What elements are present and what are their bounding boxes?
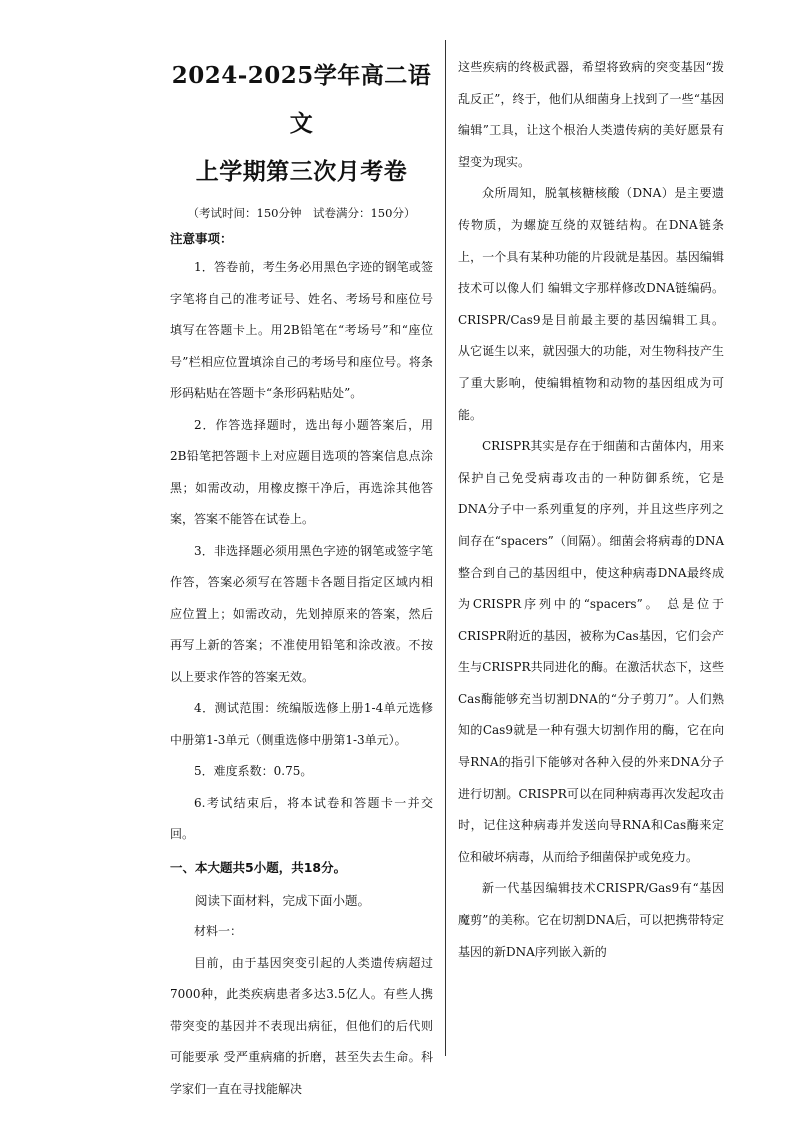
- exam-title-line2: 上学期第三次月考卷: [195, 158, 408, 185]
- passage-paragraph-cas9: 新一代基因编辑技术CRISPR/Gas9有“基因魔剪”的美称。它在切割DNA后，可以把携带特定基因的新DNA序列嵌入新的: [458, 881, 724, 959]
- note-item-1: 1．答卷前，考生务必用黑色字迹的钢笔或签字笔将自己的准考证号、姓名、考场号和座位号填写在答题卡上。用2B铅笔在“考场号”和“座位号”栏相应位置填涂自己的考场号和座位号。将条形码粘贴在答题卡“条形码粘贴处”。: [170, 260, 433, 400]
- note-item-3: 3．非选择题必须用黑色字迹的钢笔或签字笔作答，答案必须写在答题卡各题目指定区域内相应位置上；如需改动，先划掉原来的答案，然后再写上新的答案；不准使用铅笔和涂改液。不按以上要求作答的答案无效。: [170, 543, 433, 684]
- section-instruction: 阅读下面材料，完成下面小题。: [195, 892, 371, 908]
- exam-meta: （考试时间：150分钟 试卷满分：150分）: [187, 206, 416, 220]
- passage-paragraph-dna: 众所周知，脱氧核糖核酸（DNA）是主要遗传物质，为螺旋互绕的双链结构。在DNA链条上，一个具有某种功能的片段就是基因。基因编辑技术可以像人们 编辑文字那样修改DNA链编码。CRISPR/Cas9是目前最主要的基因编辑工具。 从它诞生以来，就因强大的功能，对生物科技产生了重大影响，使编辑植物和动物的基因组成为可能。: [458, 186, 724, 422]
- note-item-4: 4．测试范围：统编版选修上册1-4单元选修中册第1-3单元（侧重选修中册第1-3单元）。: [170, 701, 433, 747]
- passage-paragraph-continued: 这些疾病的终极武器，希望将致病的突变基因“拨乱反正”，终于，他们从细菌身上找到了一些“基因编辑”工具，让这个根治人类遗传病的美好愿景有望变为现实。: [458, 60, 724, 169]
- column-divider: [445, 40, 446, 1056]
- note-item-6: 6.考试结束后，将本试卷和答题卡一并交回。: [170, 795, 433, 841]
- left-column: [170, 52, 433, 1105]
- passage-paragraph-crispr: CRISPR其实是存在于细菌和古菌体内，用来保护自己免受病毒攻击的一种防御系统，它是DNA分子中一系列重复的序列，并且这些序列之间存在“spacers”（间隔）。细菌会将病毒的DNA整合到自己的基因组中，使这种病毒DNA最终成为CRISPR序列中的“spacers”。 总是位于CRISPR附近的基因，被称为Cas基因，它们会产生与CRISPR共同进化的酶。在激活状态下，这些Cas酶能够充当切割DNA的“分子剪刀”。人们熟知的Cas9就是一种有强大切割作用的酶，它在向导RNA的指引下能够对各种入侵的外来DNA分子进行切割。CRISPR可以在同种病毒再次发起攻击时，记住这种病毒并发送向导RNA和Cas酶来定位和破坏病毒，从而给予细菌保护或免疫力。: [458, 439, 724, 864]
- passage-paragraph-left: 目前，由于基因突变引起的人类遗传病超过7000种，此类疾病患者多达3.5亿人。有些人携带突变的基因并不表现出病征，但他们的后代则可能要承 受严重病痛的折磨，甚至失去生命。科学家们一直在寻找能解决: [170, 955, 433, 1096]
- exam-title-line1: 2024-2025学年高二语文: [171, 62, 432, 137]
- material-label: 材料一：: [194, 924, 243, 938]
- section-title: 一、本大题共5小题，共18分。: [170, 859, 347, 875]
- note-item-2: 2．作答选择题时，选出每小题答案后，用2B铅笔把答题卡上对应题目选项的答案信息点涂黑；如需改动，用橡皮擦干净后，再选涂其他答案，答案不能答在试卷上。: [170, 417, 433, 526]
- note-item-5: 5．难度系数：0.75。: [194, 764, 313, 778]
- notes-heading: 注意事项：: [170, 231, 233, 246]
- right-column: [458, 52, 724, 968]
